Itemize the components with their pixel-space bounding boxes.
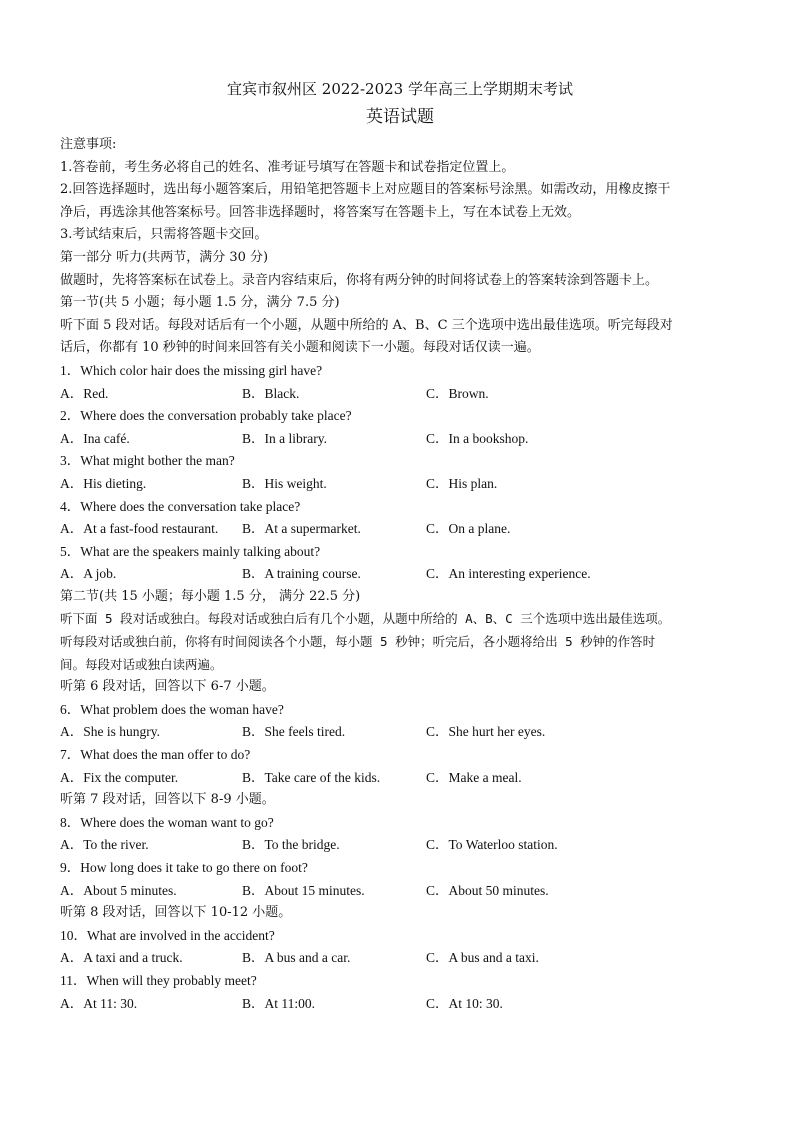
option-a: A．To the river. [60, 837, 149, 853]
question-stem: 5．What are the speakers mainly talking about? [60, 543, 321, 559]
option-c: C．On a plane. [426, 521, 511, 537]
note-item-3: 3.考试结束后，只需将答题卡交回。 [60, 227, 268, 243]
question-block-11 [60, 970, 740, 1015]
question-stem: 9．How long does it take to go there on foot? [60, 860, 308, 875]
option-c: C．To Waterloo station. [426, 837, 558, 853]
question-block-7 [60, 744, 740, 789]
section2-heading: 第二节(共 15 小题；每小题 1.5 分， 满分 22.5 分) [60, 588, 361, 604]
exam-subtitle: 英语试题 [366, 107, 434, 127]
question-options [60, 834, 740, 857]
question-options [60, 473, 740, 496]
option-a: A．About 5 minutes. [60, 882, 177, 898]
question-options [60, 428, 740, 451]
option-a: A．At a fast-food restaurant. [60, 521, 219, 537]
question-stem: 4．Where does the conversation take place? [60, 498, 301, 514]
section1-instruction-b: 话后，你都有 10 秒钟的时间来回答有关小题和阅读下一小题。每段对话仅读一遍。 [60, 340, 540, 356]
option-a: A．His dieting. [60, 475, 147, 491]
question-block-3 [60, 450, 740, 495]
option-b: B．To the bridge. [242, 837, 340, 853]
option-b: B．In a library. [242, 430, 327, 446]
dialog-7-heading: 听第 7 段对话，回答以下 8-9 小题。 [60, 792, 275, 808]
option-a: A．Ina café. [60, 430, 130, 446]
exam-title: 宜宾市叙州区 2022-2023 学年高三上学期期末考试 [227, 80, 573, 98]
question-stem: 1．Which color hair does the missing girl have? [60, 362, 323, 378]
option-b: B．Take care of the kids. [242, 769, 381, 785]
section2-instruction-a: 听下面 5 段对话或独白。每段对话或独白后有几个小题，从题中所给的 A、B、C 三个选项中选出最佳选项。 [60, 611, 671, 627]
option-c: C．She hurt her eyes. [426, 724, 546, 740]
option-a: A．Red. [60, 385, 109, 401]
question-options [60, 518, 740, 541]
option-b: B．About 15 minutes. [242, 882, 365, 898]
question-block-1 [60, 360, 740, 405]
section1-heading: 第一节(共 5 小题；每小题 1.5 分，满分 7.5 分) [60, 295, 340, 311]
notes-heading: 注意事项: [60, 137, 117, 152]
question-options [60, 383, 740, 406]
question-block-9 [60, 857, 740, 902]
section2-instruction-b: 听每段对话或独白前，你将有时间阅读各个小题，每小题 5 秒钟；听完后，各小题将给出 5 秒钟的作答时 [60, 634, 656, 650]
question-options [60, 947, 740, 970]
question-options [60, 721, 740, 744]
question-stem: 8．Where does the woman want to go? [60, 814, 274, 830]
option-a: A．A taxi and a truck. [60, 950, 183, 966]
option-c: C．Brown. [426, 385, 489, 401]
question-block-4 [60, 496, 740, 541]
question-stem: 3．What might bother the man? [60, 453, 235, 469]
section1-instruction-a: 听下面 5 段对话。每段对话后有一个小题，从题中所给的 A、B、C 三个选项中选出最佳选项。听完每段对 [60, 317, 673, 333]
question-stem: 11．When will they probably meet? [60, 972, 257, 988]
question-stem: 6．What problem does the woman have? [60, 701, 284, 717]
option-a: A．Fix the computer. [60, 769, 179, 785]
question-options [60, 993, 740, 1016]
option-b: B．Black. [242, 385, 300, 401]
note-item-1: 1.答卷前，考生务必将自己的姓名、准考证号填写在答题卡和试卷指定位置上。 [60, 159, 515, 175]
option-c: C．At 10: 30. [426, 995, 503, 1011]
note-item-2a: 2.回答选择题时，选出每小题答案后，用铅笔把答题卡上对应题目的答案标号涂黑。如需改动，用橡皮擦干 [60, 182, 671, 198]
part1-instruction: 做题时，先将答案标在试卷上。录音内容结束后，你将有两分钟的时间将试卷上的答案转涂到答题卡上。 [60, 272, 659, 288]
option-c: C．A bus and a taxi. [426, 950, 539, 966]
option-a: A．She is hungry. [60, 724, 160, 740]
option-c: C．An interesting experience. [426, 566, 591, 582]
option-c: C．In a bookshop. [426, 430, 529, 446]
question-options [60, 563, 740, 586]
dialog-6-heading: 听第 6 段对话，回答以下 6-7 小题。 [60, 679, 275, 695]
option-a: A．A job. [60, 566, 117, 582]
note-item-2b: 净后，再选涂其他答案标号。回答非选择题时，将答案写在答题卡上，写在本试卷上无效。 [60, 204, 581, 220]
question-stem: 10．What are involved in the accident? [60, 927, 275, 943]
exam-page [60, 78, 740, 1015]
option-b: B．She feels tired. [242, 724, 346, 740]
question-stem: 7．What does the man offer to do? [60, 747, 251, 763]
option-b: B．At 11:00. [242, 995, 316, 1011]
part1-heading: 第一部分 听力(共两节，满分 30 分) [60, 249, 269, 265]
option-b: B．A training course. [242, 566, 361, 582]
question-block-8 [60, 812, 740, 857]
question-stem: 2．Where does the conversation probably take place? [60, 408, 352, 424]
option-c: C．His plan. [426, 475, 498, 491]
option-c: C．Make a meal. [426, 769, 522, 785]
option-c: C．About 50 minutes. [426, 882, 549, 898]
option-b: B．His weight. [242, 475, 327, 491]
question-options [60, 767, 740, 790]
option-b: B．At a supermarket. [242, 521, 361, 537]
question-block-10 [60, 925, 740, 970]
option-a: A．At 11: 30. [60, 995, 138, 1011]
question-block-2 [60, 405, 740, 450]
section2-instruction-c: 间。每段对话或独白读两遍。 [60, 656, 223, 672]
question-block-5 [60, 541, 740, 586]
option-b: B．A bus and a car. [242, 950, 351, 966]
question-options [60, 880, 740, 903]
dialog-8-heading: 听第 8 段对话，回答以下 10-12 小题。 [60, 905, 292, 921]
question-block-6 [60, 699, 740, 744]
